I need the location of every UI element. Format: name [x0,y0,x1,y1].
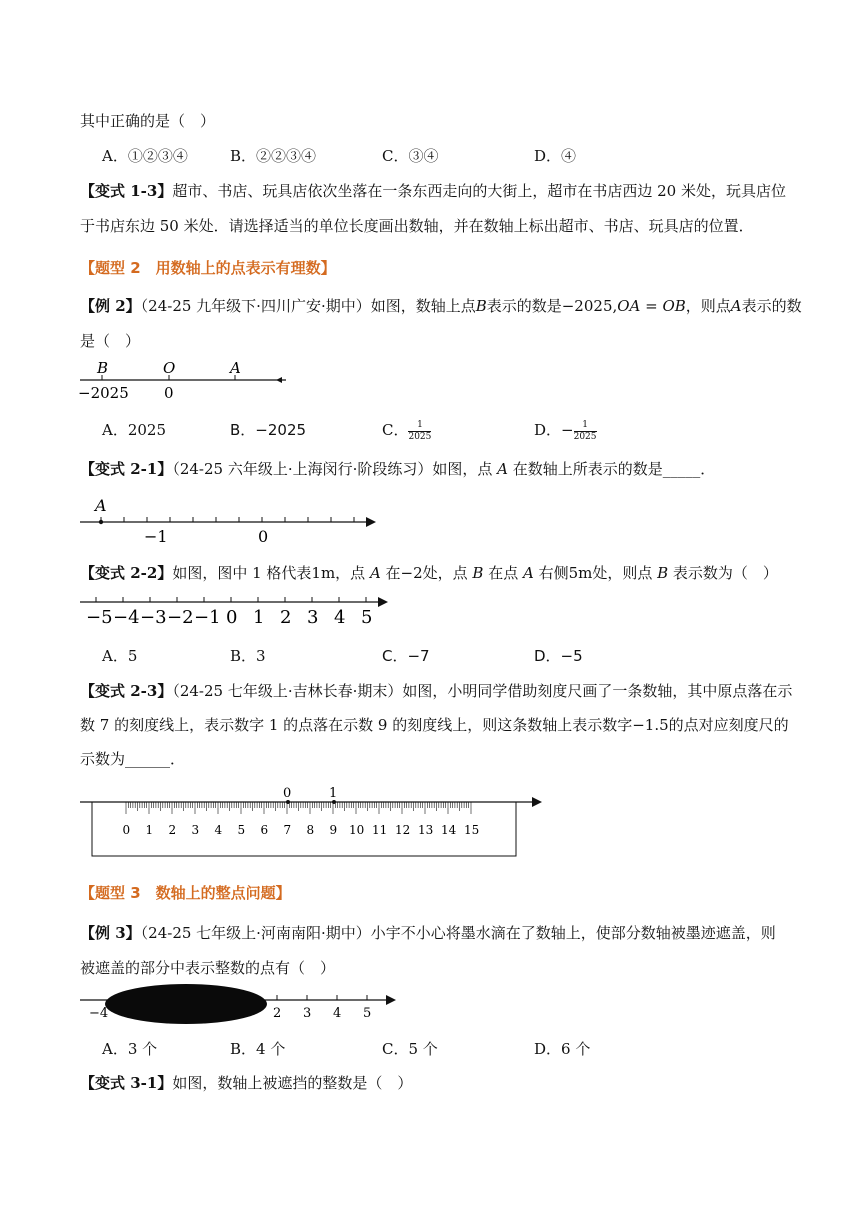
ruler-label: 13 [418,823,434,837]
ticks [101,517,354,522]
ruler-label: 1 [145,823,154,837]
variant-2-3-line1 [80,680,792,702]
option-a: A．①②③④ [102,147,188,165]
point-a-label: A [230,359,241,377]
ruler-label: 6 [260,823,269,837]
ruler-label: 15 [464,823,480,837]
variant-label: 【变式 1-3】 [80,182,173,200]
variant-text: （24-25 七年级上·吉林长春·期末）如图，小明同学借助刻度尺画了一条数轴，其中原点落在示 [172,682,793,700]
ruler-label: 8 [306,823,315,837]
question-stem: 其中正确的是（ ） [80,112,216,130]
tick-label: 4 [333,1006,342,1021]
tick-label: −3 [140,607,167,628]
tick-label: 2 [280,607,292,628]
tick-label: 3 [303,1006,312,1021]
tick-label: −2025 [78,384,129,402]
tick-label: 4 [334,607,346,628]
section-heading: 【题型 3 数轴上的整点问题】 [80,884,291,902]
variant-text: 如图，数轴上被遮挡的整数是（ ） [172,1074,413,1092]
ruler-label: 2 [168,823,177,837]
option-d: D．−5 [534,647,583,665]
option-c: C． $\frac{1}{2025}$ [382,419,432,442]
variant-2-3-line2: 数 7 的刻度线上，表示数字 1 的点落在示数 9 的刻度线上，则这条数轴上表示数字−1.5的点对应刻度尺的 [80,716,789,734]
ruler-label: 14 [441,823,457,837]
fraction-denominator: 2025 [573,431,597,442]
ruler-label: 3 [191,823,200,837]
variant-label: 【变式 2-3】 [80,682,173,700]
variant-text: （24-25 六年级上·上海闵行·阶段练习）如图，点 𝐴 在数轴上所表示的数是_____． [172,460,716,478]
option-a: A．2025 [102,421,167,439]
example-label: 【例 3】 [80,924,141,942]
point-a-dot [99,520,103,524]
option-d: D．6 个 [534,1040,591,1058]
option-b: B．②②③④ [230,147,317,165]
variant-1-3-line1 [80,180,786,202]
variant-text: 超市、书店、玩具店依次坐落在一条东西走向的大街上，超市在书店西边 20 米处，玩具店位 [172,182,786,200]
example-text: （24-25 九年级下·四川广安·期中）如图，数轴上点𝐵表示的数是−2025,𝑂𝐴 = 𝑂𝐵，则点𝐴表示的数 [140,297,802,315]
ruler-label: 12 [395,823,411,837]
variant-3-1-line1 [80,1072,412,1094]
axis-origin-label: 0 [283,786,292,801]
tick-label: 0 [258,527,269,546]
variant-label: 【变式 2-2】 [80,564,173,582]
option-b: B．3 [230,647,266,665]
variant-label: 【变式 2-1】 [80,460,173,478]
variant-2-1-line1 [80,458,715,480]
number-line-variant-2-1 [76,490,386,550]
fraction-numerator: 1 [408,420,431,432]
tick-label: −5 [86,607,113,628]
ink-blot [105,984,267,1024]
tick-label: −1 [144,527,168,546]
example-3-line2: 被遮盖的部分中表示整数的点有（ ） [80,959,336,977]
variant-2-2-line1 [80,562,778,584]
option-c: C．5 个 [382,1040,438,1058]
example-label: 【例 2】 [80,297,141,315]
tick-label: 0 [164,384,174,402]
tick-label: −4 [113,607,140,628]
variant-1-3-line2: 于书店东边 50 米处．请选择适当的单位长度画出数轴，并在数轴上标出超市、书店、玩具店的位置． [80,217,754,235]
tick-label: 1 [253,607,265,628]
option-b: B．−2025 [230,421,307,439]
variant-text: 如图，图中 1 格代表1m，点 𝐴 在−2处，点 𝐵 在点 𝐴 右侧5m处，则点 𝐵 表示数为（ ） [172,564,778,582]
ruler-label: 4 [214,823,223,837]
point-o-label: O [163,359,176,377]
section-heading: 【题型 2 用数轴上的点表示有理数】 [80,259,336,277]
number-line-example-3 [76,984,406,1028]
option-a: A．3 个 [102,1040,158,1058]
tick-label: −4 [89,1006,109,1021]
ruler-number-line [76,782,546,862]
variant-2-3-line3: 示数为______． [80,750,186,768]
option-d: D．− $\frac{1}{2025}$ [534,419,597,442]
number-line-example-2 [76,358,286,404]
option-a: A．5 [102,647,138,665]
ruler-label: 5 [237,823,246,837]
ruler-label: 7 [283,823,292,837]
number-line-variant-2-2 [76,592,396,628]
option-c: C．③④ [382,147,439,165]
ruler-label: 11 [372,823,388,837]
example-text: （24-25 七年级上·河南南阳·期中）小宇不小心将墨水滴在了数轴上，使部分数轴被墨迹遮盖，则 [140,924,776,942]
ruler-label: 9 [329,823,338,837]
example-2-line1 [80,295,802,317]
example-2-line2: 是（ ） [80,332,141,350]
option-b: B．4 个 [230,1040,286,1058]
variant-label: 【变式 3-1】 [80,1074,173,1092]
point-a-label: A [95,496,107,515]
tick-label: −2 [167,607,194,628]
option-d: D．④ [534,147,577,165]
fraction-numerator: 1 [574,420,597,432]
point-b-label: B [97,359,109,377]
tick-label: −1 [194,607,221,628]
tick-label: 5 [361,607,373,628]
tick-label: 0 [226,607,238,628]
option-c: C．−7 [382,647,430,665]
tick-label: 2 [273,1006,282,1021]
ruler-label: 0 [122,823,131,837]
example-3-line1 [80,922,776,944]
fraction-denominator: 2025 [408,431,432,442]
tick-label: 5 [363,1006,372,1021]
ruler-label: 10 [349,823,365,837]
axis-one-label: 1 [329,786,338,801]
tick-label: 3 [307,607,319,628]
